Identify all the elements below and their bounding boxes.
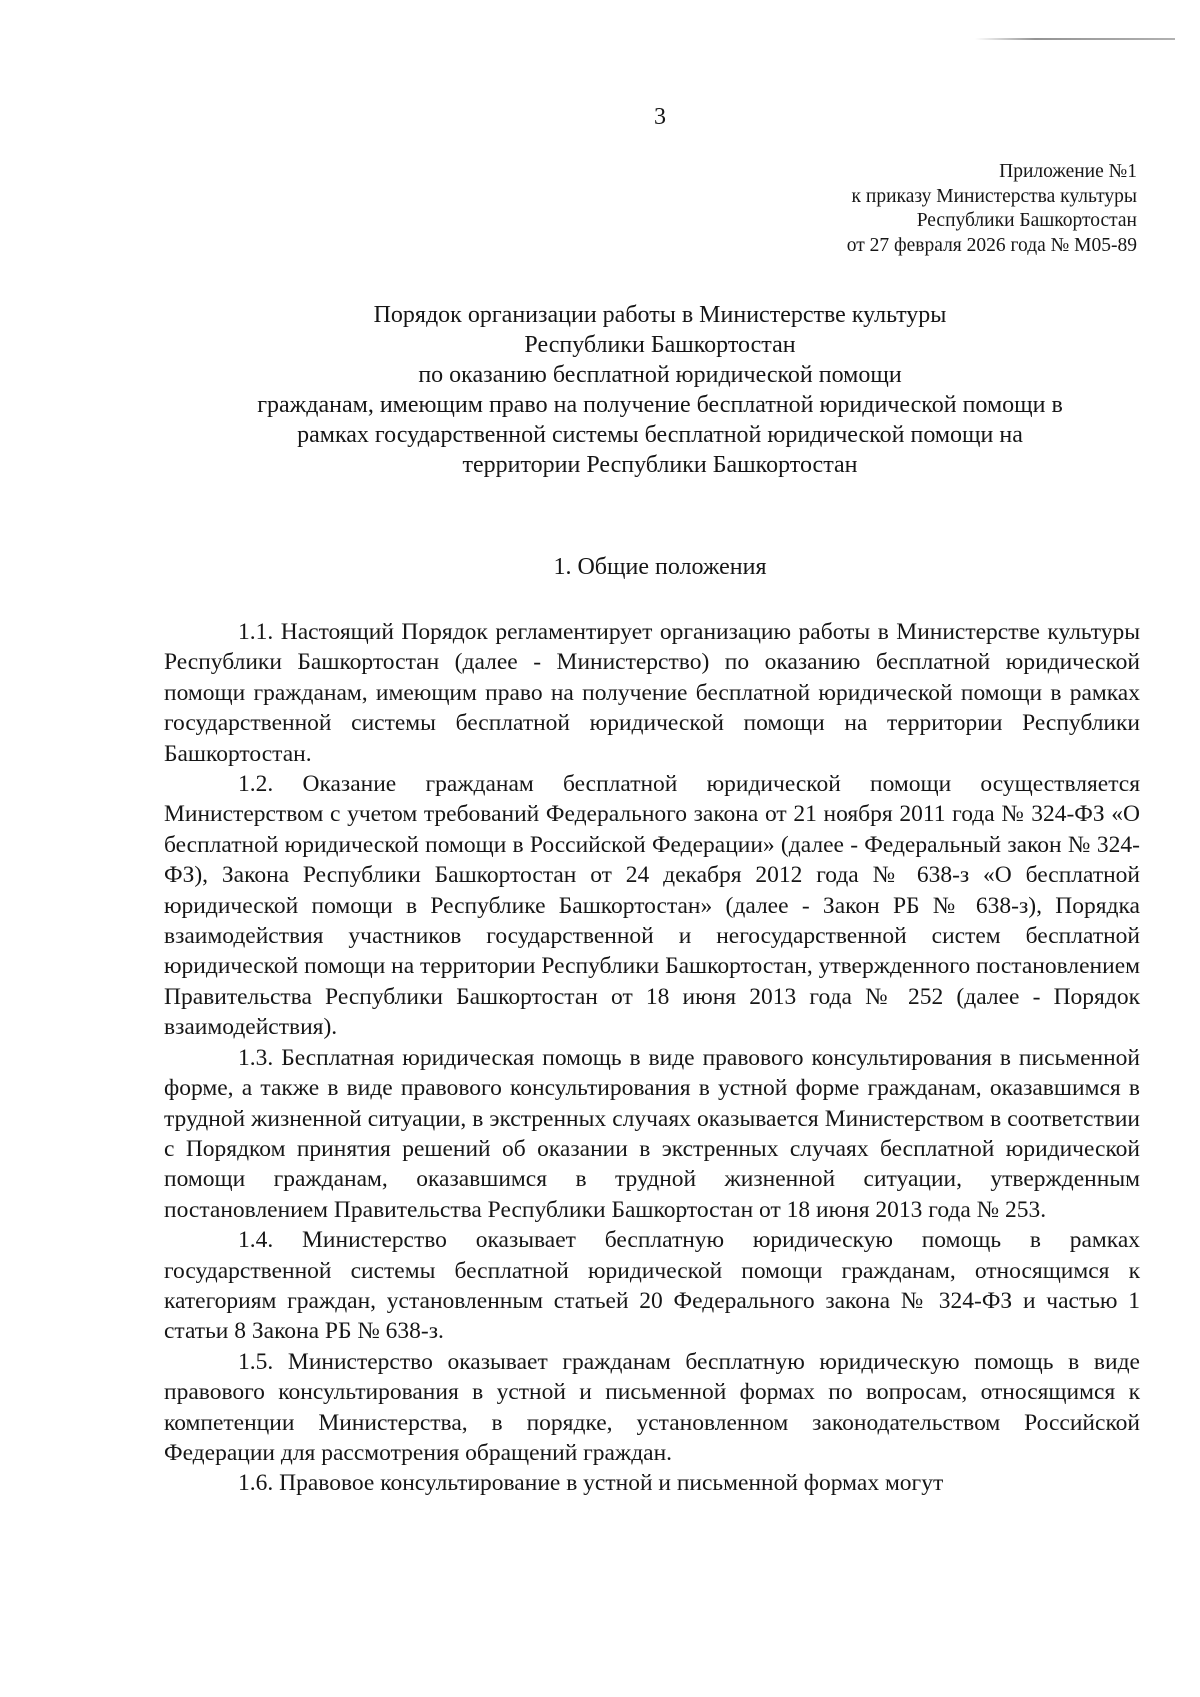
scan-artifact-line [975, 38, 1175, 40]
title-line-2: Республики Башкортостан [524, 332, 796, 358]
document-body [164, 617, 1140, 1499]
title-line-1: Порядок организации работы в Министерстве культуры [373, 302, 947, 328]
paragraph-1-6: 1.6. Правовое консультирование в устной и письменной формах могут [238, 1470, 944, 1497]
appendix-line-1: Приложение №1 [999, 161, 1137, 182]
appendix-line-4: от 27 февраля 2026 года № М05-89 [846, 234, 1137, 256]
paragraph-1-5: 1.5. Министерство оказывает гражданам бесплатную юридическую помощь в виде правового консультирования в устной и письменной формах по вопросам, относящимся к компетенции Министерства, в порядке, установленном законодательством Российской Федерации для рассмотрения обращений граждан. [164, 1348, 1140, 1466]
appendix-line-2: к приказу Министерства культуры [851, 185, 1137, 207]
appendix-header [847, 160, 1137, 258]
document-title [150, 300, 1170, 480]
paragraph-1-4: 1.4. Министерство оказывает бесплатную юридическую помощь в рамках государственной системы бесплатной юридической помощи гражданам, относящимся к категориям граждан, установленным статьей 20 Федерального закона № 324-ФЗ и частью 1 статьи 8 Закона РБ № 638-з. [164, 1227, 1140, 1345]
title-line-6: территории Республики Башкортостан [462, 452, 858, 478]
paragraph-1-1: 1.1. Настоящий Порядок регламентирует организацию работы в Министерстве культуры Республики Башкортостан (далее - Министерство) по оказанию бесплатной юридической помощи гражданам, имеющим право на получение бесплатной юридической помощи в рамках государственной системы бесплатной юридической помощи на территории Республики Башкортостан. [164, 619, 1140, 767]
paragraph-1-3: 1.3. Бесплатная юридическая помощь в виде правового консультирования в письменной форме, а также в виде правового консультирования в устной форме гражданам, оказавшимся в трудной жизненной ситуации, в экстренных случаях оказывается Министерством в соответствии с Порядком принятия решений об оказании в экстренных случаях бесплатной юридической помощи гражданам, оказавшимся в трудной жизненной ситуации, утвержденным постановлением Правительства Республики Башкортостан от 18 июня 2013 года № 253. [164, 1044, 1140, 1223]
paragraph-1-2: 1.2. Оказание гражданам бесплатной юридической помощи осуществляется Министерством с учетом требований Федерального закона от 21 ноября 2011 года № 324-ФЗ «О бесплатной юридической помощи в Российской Федерации» (далее - Федеральный закон № 324-ФЗ), Закона Республики Башкортостан от 24 декабря 2012 года № 638-з «О бесплатной юридической помощи в Республике Башкортостан» (далее - Закон РБ № 638-з), Порядка взаимодействия участников государственной и негосударственной систем бесплатной юридической помощи на территории Республики Башкортостан, утвержденного постановлением Правительства Республики Башкортостан от 18 июня 2013 года № 252 (далее - Порядок взаимодействия). [164, 771, 1140, 1041]
title-line-4: гражданам, имеющим право на получение бесплатной юридической помощи в [257, 392, 1063, 418]
section-heading: 1. Общие положения [553, 554, 767, 580]
title-line-5: рамках государственной системы бесплатной юридической помощи на [297, 422, 1023, 448]
appendix-line-3: Республики Башкортостан [916, 210, 1137, 231]
page-number: 3 [654, 104, 666, 130]
title-line-3: по оказанию бесплатной юридической помощи [418, 362, 902, 388]
